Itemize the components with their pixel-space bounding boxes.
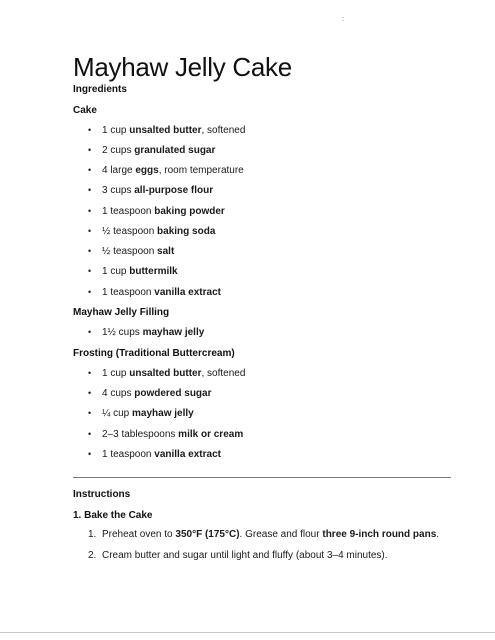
list-item: • 4 cups powdered sugar	[88, 388, 212, 399]
bullet-icon: •	[88, 185, 92, 195]
bullet-icon: •	[88, 246, 92, 256]
bullet-icon: •	[88, 266, 92, 276]
list-item: • 1½ cups mayhaw jelly	[88, 327, 205, 338]
list-item: • ¼ cup mayhaw jelly	[88, 408, 194, 419]
list-item: • 2 cups granulated sugar	[88, 145, 216, 156]
list-item: • 1 teaspoon baking powder	[88, 206, 225, 217]
list-item: • 3 cups all-purpose flour	[88, 185, 214, 196]
frosting-heading: Frosting (Traditional Buttercream)	[73, 348, 235, 359]
list-item: • 1 cup unsalted butter, softened	[88, 125, 246, 136]
bullet-icon: •	[88, 368, 92, 378]
scan-speck: :	[342, 16, 344, 23]
bullet-icon: •	[88, 327, 92, 337]
list-item: • 2–3 tablespoons milk or cream	[88, 429, 244, 440]
bullet-icon: •	[88, 449, 92, 459]
list-item: • ½ teaspoon salt	[88, 246, 175, 257]
list-item: • 1 cup unsalted butter, softened	[88, 368, 246, 379]
ingredients-heading: Ingredients	[73, 84, 127, 95]
bullet-icon: •	[88, 206, 92, 216]
list-item: • 1 teaspoon vanilla extract	[88, 449, 221, 460]
horizontal-rule	[73, 477, 451, 478]
filling-heading: Mayhaw Jelly Filling	[73, 307, 170, 318]
step-section-heading: 1. Bake the Cake	[73, 510, 153, 521]
bullet-icon: •	[88, 287, 92, 297]
list-item: • 1 cup buttermilk	[88, 266, 178, 277]
list-item: • 4 large eggs, room temperature	[88, 165, 244, 176]
instruction-step: 2. Cream butter and sugar until light and fluffy (about 3–4 minutes).	[88, 550, 388, 561]
instructions-heading: Instructions	[73, 489, 131, 500]
bullet-icon: •	[88, 226, 92, 236]
bullet-icon: •	[88, 125, 92, 135]
bullet-icon: •	[88, 408, 92, 418]
scan-edge-line	[0, 632, 495, 633]
list-item: • ½ teaspoon baking soda	[88, 226, 216, 237]
bullet-icon: •	[88, 388, 92, 398]
list-item: • 1 teaspoon vanilla extract	[88, 287, 221, 298]
cake-heading: Cake	[73, 105, 97, 116]
bullet-icon: •	[88, 165, 92, 175]
bullet-icon: •	[88, 145, 92, 155]
page-title: Mayhaw Jelly Cake	[73, 52, 292, 82]
instruction-step: 1. Preheat oven to 350°F (175°C). Grease and flour three 9-inch round pans.	[88, 529, 440, 540]
bullet-icon: •	[88, 429, 92, 439]
